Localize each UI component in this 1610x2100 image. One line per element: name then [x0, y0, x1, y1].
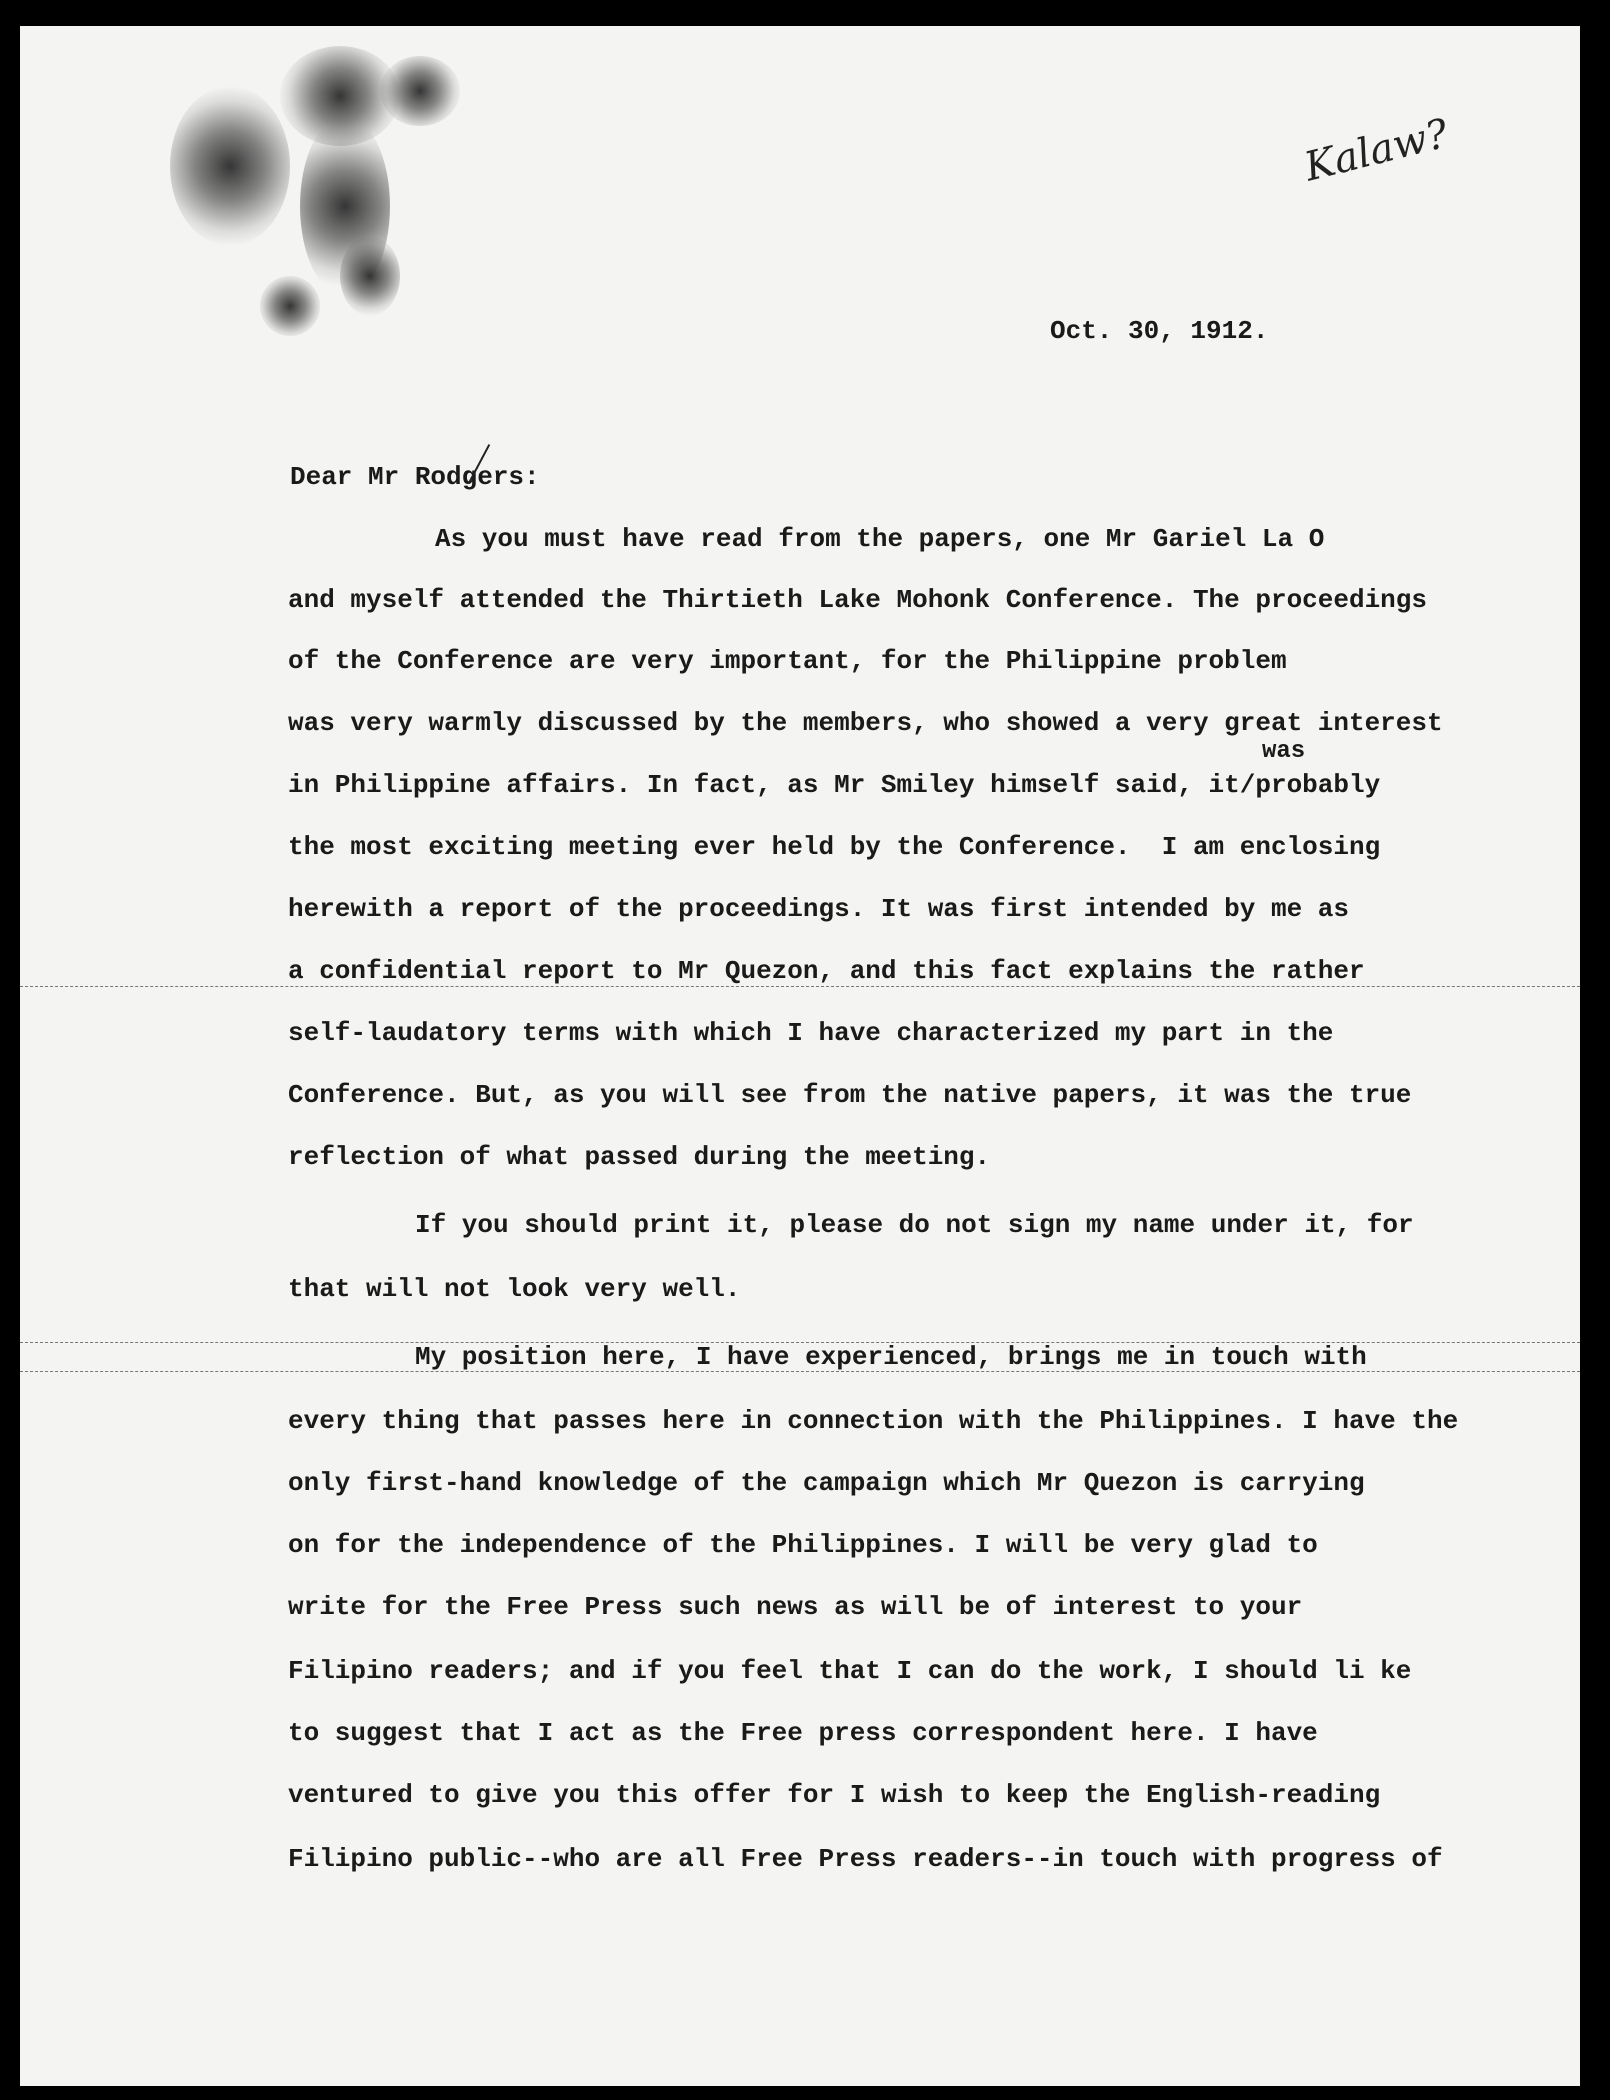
ink-stain	[340, 236, 400, 316]
body-line: a confidential report to Mr Quezon, and this fact explains the rather	[288, 956, 1365, 986]
body-line: Conference. But, as you will see from the native papers, it was the true	[288, 1080, 1412, 1110]
salutation: Dear Mr Rodgers:	[290, 462, 540, 492]
body-line: If you should print it, please do not sign my name under it, for	[415, 1210, 1414, 1240]
ink-stain	[380, 56, 460, 126]
body-line: was very warmly discussed by the members, who showed a very great interest	[288, 708, 1443, 738]
ink-stain	[170, 86, 290, 246]
body-line: reflection of what passed during the meeting.	[288, 1142, 991, 1172]
handwritten-annotation: Kalaw?	[1300, 110, 1453, 191]
interlinear-insertion: was	[1262, 738, 1306, 765]
body-line: every thing that passes here in connection with the Philippines. I have the	[288, 1406, 1459, 1436]
body-line: Filipino public--who are all Free Press readers--in touch with progress of	[288, 1844, 1443, 1874]
body-line: on for the independence of the Philippines. I will be very glad to	[288, 1530, 1318, 1560]
body-line: and myself attended the Thirtieth Lake Mohonk Conference. The proceedings	[288, 585, 1427, 615]
letter-page	[20, 26, 1580, 2086]
body-line: My position here, I have experienced, brings me in touch with	[415, 1342, 1367, 1372]
body-line: to suggest that I act as the Free press correspondent here. I have	[288, 1718, 1318, 1748]
body-line: write for the Free Press such news as will be of interest to your	[288, 1592, 1303, 1622]
fold-line	[20, 986, 1580, 987]
body-line: in Philippine affairs. In fact, as Mr Smiley himself said, it/probably	[288, 770, 1381, 800]
body-line: Filipino readers; and if you feel that I can do the work, I should li ke	[288, 1656, 1412, 1686]
ink-stain	[260, 276, 320, 336]
letter-date: Oct. 30, 1912.	[1050, 316, 1269, 346]
body-line: self-laudatory terms with which I have characterized my part in the	[288, 1018, 1334, 1048]
body-line: only first-hand knowledge of the campaign which Mr Quezon is carrying	[288, 1468, 1365, 1498]
body-line: As you must have read from the papers, one Mr Gariel La O	[435, 524, 1325, 554]
body-line: of the Conference are very important, for the Philippine problem	[288, 646, 1287, 676]
body-line: that will not look very well.	[288, 1274, 741, 1304]
body-line: herewith a report of the proceedings. It was first intended by me as	[288, 894, 1349, 924]
body-line: the most exciting meeting ever held by the Conference. I am enclosing	[288, 832, 1381, 862]
body-line: ventured to give you this offer for I wish to keep the English-reading	[288, 1780, 1381, 1810]
